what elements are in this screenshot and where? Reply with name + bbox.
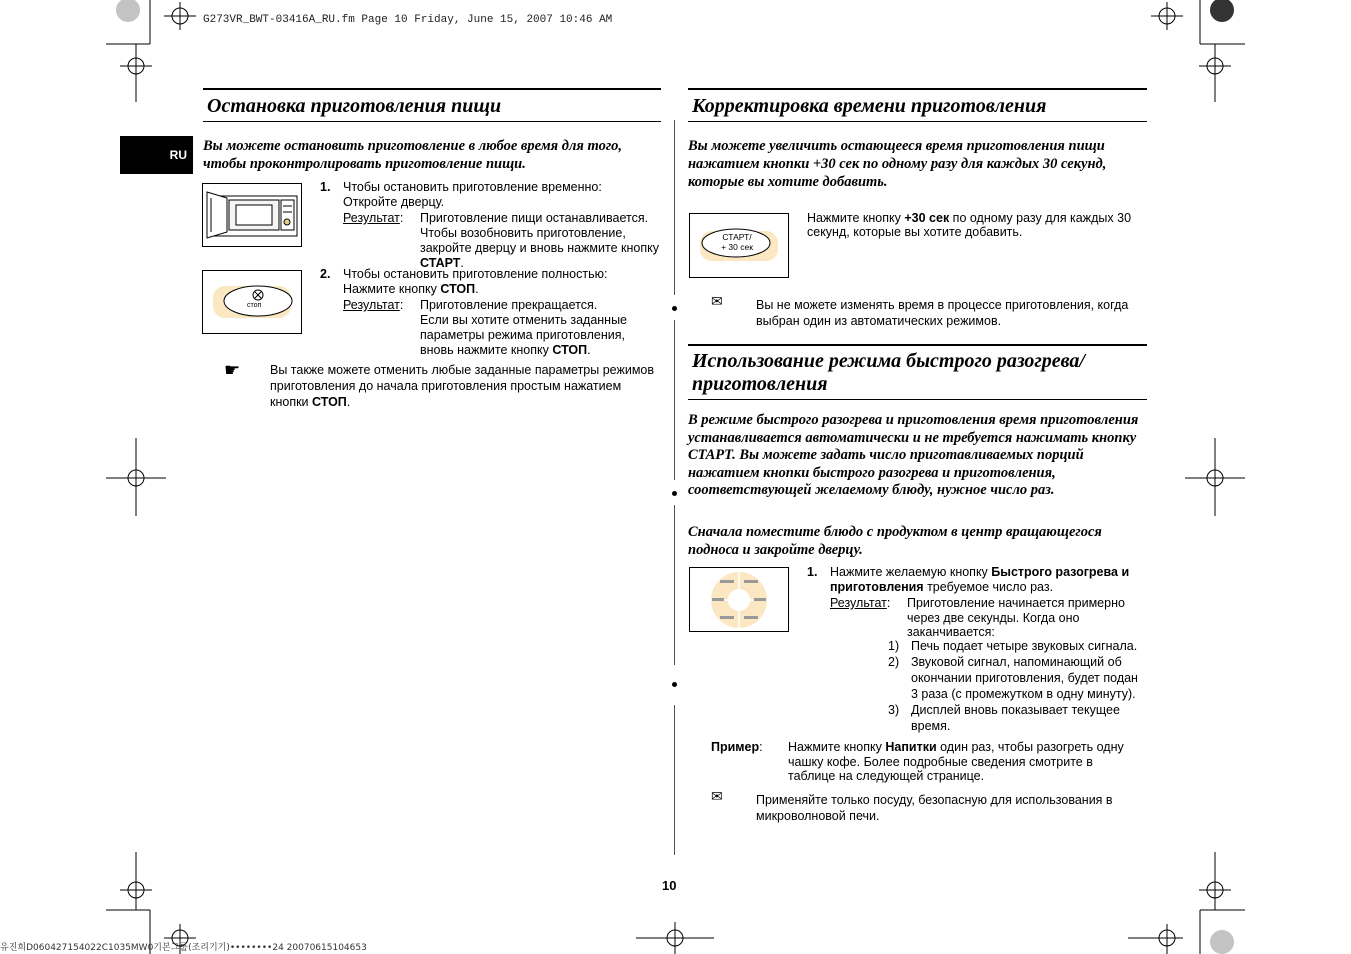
result-text: Приготовление прекращается. (420, 298, 598, 312)
column-divider (674, 505, 675, 665)
note-stop (270, 362, 655, 410)
microwave-open-door-figure (202, 183, 302, 247)
plus30-keyword: +30 сек (904, 211, 950, 225)
list-number: 3) (888, 703, 900, 717)
list-item: Печь подает четыре звуковых сигнала. (911, 639, 1138, 653)
note-auto-modes: Вы не можете изменять время в процессе приготовления, когда выбран один из автоматических режимов. (756, 298, 1129, 328)
column-divider (674, 705, 675, 855)
section-title-adjust: Корректировка времени приготовления (688, 88, 1147, 122)
example-colon: : (759, 740, 763, 754)
stop-button-label: стоп (247, 302, 262, 309)
column-divider (674, 320, 675, 480)
result-text: Приготовление начинается примерно через две секунды. Когда оно заканчивается: (907, 596, 1125, 639)
example-label: Пример (711, 740, 760, 754)
note-text: Вы также можете отменить любые заданные параметры режимов приготовления до начала приготовления простым нажатием кнопки (270, 363, 655, 409)
quick-keyword: Быстрого разогрева и приготовления (830, 565, 1130, 594)
column-divider (674, 120, 675, 295)
step-text: Нажмите желаемую кнопку (830, 565, 992, 579)
footer-print-info: 유진희D060427154022C1035MW0기본그룹(조리기기)••••••••24 20070615104653 (0, 943, 367, 953)
stop-keyword: СТОП (312, 395, 347, 409)
result-label: Результат (343, 211, 400, 225)
divider-dot (672, 306, 677, 311)
step2-stop (320, 267, 665, 358)
step-text: Откройте дверцу. (343, 195, 445, 209)
step1-quick (807, 565, 1147, 640)
step-text: требуемое число раз. (923, 580, 1054, 594)
intro-quick: В режиме быстрого разогрева и приготовления время приготовления устанавливается автоматически и не требуется нажимать кнопку СТАРТ. Вы можете задать число приготавливаемых порций нажатием кнопки быстрого разогрева и приготовления, соответствующей желаемому блюду, нужное число раз. (688, 412, 1139, 498)
start-button-figure (689, 213, 789, 278)
section-title-quick: Использование режима быстрого разогрева/ приготовления (688, 344, 1147, 400)
step-text: Чтобы остановить приготовление полностью: (343, 267, 608, 281)
result-label: Результат (343, 298, 400, 312)
stop-keyword: СТОП (440, 282, 476, 296)
list-item: Звуковой сигнал, напоминающий об окончании приготовления, будет подан 3 раза (с промежутком в одну минуту). (911, 655, 1138, 701)
punct: . (475, 282, 479, 296)
result-colon: : (399, 211, 404, 225)
intro-stop: Вы можете остановить приготовление в любое время для того, чтобы проконтролировать приготовление пищи. (203, 138, 623, 172)
list-number: 2) (888, 655, 900, 669)
step-number: 1. (320, 180, 331, 194)
start-keyword: СТАРТ (420, 256, 461, 270)
page-number: 10 (662, 878, 677, 893)
stop-button-figure (202, 270, 302, 334)
step1-stop (320, 180, 665, 271)
example-text: один раз, чтобы разогреть одну чашку кофе. Более подробные сведения смотрите в таблице на следующей странице. (788, 740, 1124, 783)
pointing-hand-icon: ☛ (224, 360, 241, 380)
note-icon: ✉ (711, 788, 723, 804)
microwave-icon (203, 184, 301, 246)
language-tab: RU (120, 136, 193, 174)
step-text: Нажмите кнопку (343, 282, 441, 296)
punct: . (460, 256, 464, 270)
instr-text: по одному разу для каждых 30 секунд, которые вы хотите добавить. (807, 211, 1132, 239)
press-plus30-instruction (807, 211, 1147, 239)
punct: . (346, 395, 351, 409)
result-colon: : (886, 596, 891, 610)
start-label: СТАРТ/ (722, 232, 752, 242)
result-colon: : (399, 298, 404, 312)
file-info-header: G273VR_BWT-03416A_RU.fm Page 10 Friday, June 15, 2007 10:46 AM (203, 14, 613, 26)
step-number: 1. (807, 565, 818, 579)
stop-keyword: СТОП (552, 343, 588, 357)
plus30-label: + 30 сек (721, 242, 753, 252)
drinks-keyword: Напитки (885, 740, 937, 754)
step-text: Чтобы остановить приготовление временно: (343, 180, 602, 194)
punct: . (587, 343, 591, 357)
section-title-stop: Остановка приготовления пищи (203, 88, 661, 122)
step-number: 2. (320, 267, 331, 281)
result-label: Результат (830, 596, 887, 610)
note-safe-dishes: Применяйте только посуду, безопасную для использования в микроволновой печи. (756, 793, 1113, 823)
example-text: Нажмите кнопку (788, 740, 886, 754)
example (711, 740, 1151, 784)
result-text: Если вы хотите отменить заданные параметры режима приготовления, вновь нажмите кнопку (420, 313, 628, 357)
result-text: Приготовление пищи останавливается. Чтобы возобновить приготовление, закройте дверцу и вновь нажмите кнопку (420, 211, 659, 255)
quick-buttons-figure (689, 567, 789, 632)
result-list (888, 638, 1148, 734)
instr-text: Нажмите кнопку (807, 211, 905, 225)
intro-adjust: Вы можете увеличить остающееся время приготовления пищи нажатием кнопки +30 сек по одному разу для каждых 30 секунд, которые вы хотите добавить. (688, 138, 1107, 190)
list-item: Дисплей вновь показывает текущее время. (911, 703, 1120, 733)
divider-dot (672, 491, 677, 496)
list-number: 1) (888, 639, 900, 653)
quick-buttons-icon (690, 568, 788, 631)
intro-place-dish: Сначала поместите блюдо с продуктом в центр вращающегося подноса и закройте дверцу. (688, 524, 1102, 558)
divider-dot (672, 682, 677, 687)
note-icon: ✉ (711, 293, 723, 309)
